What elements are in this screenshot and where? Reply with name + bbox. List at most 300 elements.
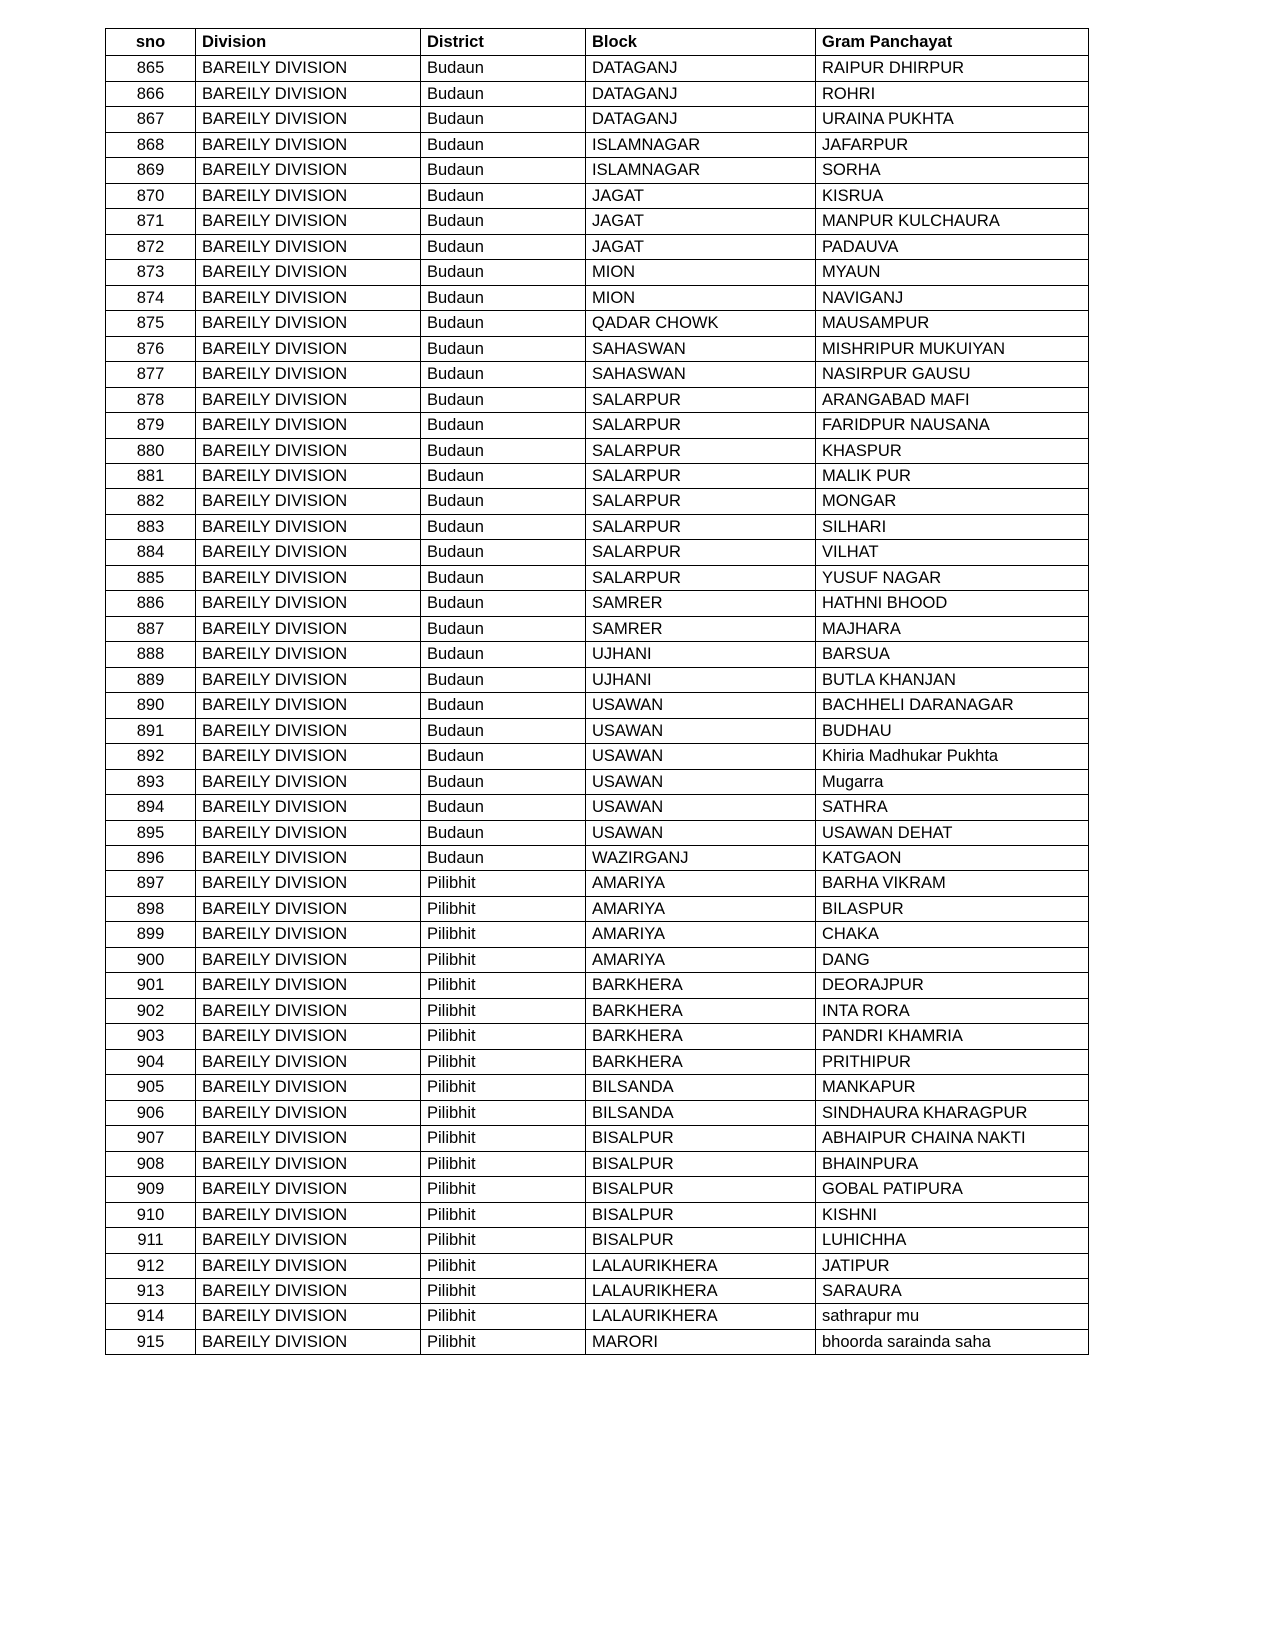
- cell-division: BAREILY DIVISION: [196, 158, 421, 183]
- cell-district: Pilibhit: [421, 947, 586, 972]
- cell-division: BAREILY DIVISION: [196, 438, 421, 463]
- cell-division: BAREILY DIVISION: [196, 1253, 421, 1278]
- cell-district: Budaun: [421, 616, 586, 641]
- cell-block: DATAGANJ: [586, 81, 816, 106]
- table-row: [106, 514, 1089, 539]
- cell-district: Budaun: [421, 56, 586, 81]
- cell-gram_panchayat: KATGAON: [816, 846, 1089, 871]
- cell-block: SAMRER: [586, 591, 816, 616]
- table-row: [106, 158, 1089, 183]
- table-row: [106, 540, 1089, 565]
- column-header-sno: sno: [106, 29, 196, 56]
- cell-division: BAREILY DIVISION: [196, 1126, 421, 1151]
- cell-block: SAHASWAN: [586, 362, 816, 387]
- cell-block: AMARIYA: [586, 947, 816, 972]
- cell-gram_panchayat: BUDHAU: [816, 718, 1089, 743]
- cell-division: BAREILY DIVISION: [196, 1304, 421, 1329]
- cell-sno: 908: [106, 1151, 196, 1176]
- cell-sno: 871: [106, 209, 196, 234]
- cell-division: BAREILY DIVISION: [196, 1202, 421, 1227]
- cell-block: LALAURIKHERA: [586, 1304, 816, 1329]
- cell-block: SALARPUR: [586, 540, 816, 565]
- cell-block: BILSANDA: [586, 1100, 816, 1125]
- cell-sno: 909: [106, 1177, 196, 1202]
- cell-district: Pilibhit: [421, 1228, 586, 1253]
- cell-district: Budaun: [421, 158, 586, 183]
- cell-division: BAREILY DIVISION: [196, 107, 421, 132]
- cell-sno: 867: [106, 107, 196, 132]
- cell-division: BAREILY DIVISION: [196, 132, 421, 157]
- cell-district: Pilibhit: [421, 1024, 586, 1049]
- cell-gram_panchayat: LUHICHHA: [816, 1228, 1089, 1253]
- table-row: [106, 769, 1089, 794]
- table-row: [106, 947, 1089, 972]
- cell-gram_panchayat: BUTLA KHANJAN: [816, 667, 1089, 692]
- cell-sno: 913: [106, 1278, 196, 1303]
- cell-sno: 872: [106, 234, 196, 259]
- cell-gram_panchayat: YUSUF NAGAR: [816, 565, 1089, 590]
- cell-district: Pilibhit: [421, 1278, 586, 1303]
- cell-division: BAREILY DIVISION: [196, 1329, 421, 1354]
- table-row: [106, 1278, 1089, 1303]
- cell-block: JAGAT: [586, 234, 816, 259]
- cell-sno: 893: [106, 769, 196, 794]
- cell-block: MION: [586, 285, 816, 310]
- cell-division: BAREILY DIVISION: [196, 896, 421, 921]
- cell-sno: 873: [106, 260, 196, 285]
- cell-gram_panchayat: URAINA PUKHTA: [816, 107, 1089, 132]
- cell-district: Budaun: [421, 565, 586, 590]
- table-row: [106, 642, 1089, 667]
- cell-district: Pilibhit: [421, 1177, 586, 1202]
- cell-block: BARKHERA: [586, 1049, 816, 1074]
- cell-block: UJHANI: [586, 667, 816, 692]
- gram-panchayat-table: [105, 28, 1089, 1355]
- table-row: [106, 667, 1089, 692]
- cell-district: Pilibhit: [421, 1202, 586, 1227]
- cell-district: Pilibhit: [421, 1151, 586, 1176]
- cell-district: Budaun: [421, 336, 586, 361]
- cell-division: BAREILY DIVISION: [196, 362, 421, 387]
- cell-sno: 886: [106, 591, 196, 616]
- table-row: [106, 922, 1089, 947]
- cell-gram_panchayat: KISRUA: [816, 183, 1089, 208]
- cell-gram_panchayat: VILHAT: [816, 540, 1089, 565]
- cell-sno: 891: [106, 718, 196, 743]
- cell-block: BISALPUR: [586, 1126, 816, 1151]
- cell-division: BAREILY DIVISION: [196, 616, 421, 641]
- cell-gram_panchayat: BHAINPURA: [816, 1151, 1089, 1176]
- cell-district: Pilibhit: [421, 1075, 586, 1100]
- cell-gram_panchayat: MONGAR: [816, 489, 1089, 514]
- cell-sno: 869: [106, 158, 196, 183]
- table-row: [106, 1304, 1089, 1329]
- cell-block: WAZIRGANJ: [586, 846, 816, 871]
- cell-gram_panchayat: sathrapur mu: [816, 1304, 1089, 1329]
- cell-division: BAREILY DIVISION: [196, 489, 421, 514]
- cell-sno: 876: [106, 336, 196, 361]
- column-header-district: District: [421, 29, 586, 56]
- cell-block: USAWAN: [586, 769, 816, 794]
- table-row: [106, 260, 1089, 285]
- cell-sno: 906: [106, 1100, 196, 1125]
- cell-sno: 881: [106, 463, 196, 488]
- cell-division: BAREILY DIVISION: [196, 1278, 421, 1303]
- cell-sno: 879: [106, 413, 196, 438]
- cell-block: LALAURIKHERA: [586, 1253, 816, 1278]
- table-row: [106, 336, 1089, 361]
- cell-district: Budaun: [421, 667, 586, 692]
- cell-division: BAREILY DIVISION: [196, 413, 421, 438]
- cell-district: Pilibhit: [421, 998, 586, 1023]
- cell-gram_panchayat: INTA RORA: [816, 998, 1089, 1023]
- table-row: [106, 616, 1089, 641]
- cell-division: BAREILY DIVISION: [196, 311, 421, 336]
- cell-division: BAREILY DIVISION: [196, 744, 421, 769]
- cell-block: USAWAN: [586, 795, 816, 820]
- cell-district: Budaun: [421, 209, 586, 234]
- table-row: [106, 107, 1089, 132]
- cell-sno: 885: [106, 565, 196, 590]
- cell-gram_panchayat: PADAUVA: [816, 234, 1089, 259]
- table-row: [106, 973, 1089, 998]
- cell-gram_panchayat: KHASPUR: [816, 438, 1089, 463]
- cell-district: Budaun: [421, 795, 586, 820]
- cell-block: BISALPUR: [586, 1228, 816, 1253]
- cell-block: SALARPUR: [586, 413, 816, 438]
- cell-gram_panchayat: BARHA VIKRAM: [816, 871, 1089, 896]
- cell-block: LALAURIKHERA: [586, 1278, 816, 1303]
- cell-sno: 887: [106, 616, 196, 641]
- cell-block: BARKHERA: [586, 998, 816, 1023]
- cell-block: BISALPUR: [586, 1177, 816, 1202]
- table-row: [106, 362, 1089, 387]
- cell-division: BAREILY DIVISION: [196, 947, 421, 972]
- table-row: [106, 591, 1089, 616]
- cell-district: Budaun: [421, 234, 586, 259]
- table-row: [106, 1329, 1089, 1354]
- cell-gram_panchayat: DANG: [816, 947, 1089, 972]
- table-row: [106, 1126, 1089, 1151]
- cell-district: Budaun: [421, 311, 586, 336]
- cell-division: BAREILY DIVISION: [196, 183, 421, 208]
- table-row: [106, 1151, 1089, 1176]
- cell-block: QADAR CHOWK: [586, 311, 816, 336]
- cell-division: BAREILY DIVISION: [196, 387, 421, 412]
- cell-sno: 884: [106, 540, 196, 565]
- cell-block: SALARPUR: [586, 387, 816, 412]
- table-row: [106, 998, 1089, 1023]
- cell-gram_panchayat: FARIDPUR NAUSANA: [816, 413, 1089, 438]
- cell-sno: 874: [106, 285, 196, 310]
- cell-district: Budaun: [421, 438, 586, 463]
- cell-district: Budaun: [421, 591, 586, 616]
- cell-district: Pilibhit: [421, 1100, 586, 1125]
- cell-district: Pilibhit: [421, 896, 586, 921]
- table-row: [106, 56, 1089, 81]
- cell-block: JAGAT: [586, 183, 816, 208]
- table-row: [106, 183, 1089, 208]
- cell-district: Pilibhit: [421, 1329, 586, 1354]
- table-row: [106, 1202, 1089, 1227]
- cell-district: Budaun: [421, 744, 586, 769]
- table-row: [106, 1253, 1089, 1278]
- cell-gram_panchayat: JATIPUR: [816, 1253, 1089, 1278]
- cell-sno: 910: [106, 1202, 196, 1227]
- cell-division: BAREILY DIVISION: [196, 1177, 421, 1202]
- cell-division: BAREILY DIVISION: [196, 1151, 421, 1176]
- cell-sno: 882: [106, 489, 196, 514]
- cell-block: BISALPUR: [586, 1151, 816, 1176]
- table-row: [106, 285, 1089, 310]
- table-row: [106, 693, 1089, 718]
- cell-division: BAREILY DIVISION: [196, 1228, 421, 1253]
- table-row: [106, 234, 1089, 259]
- cell-block: USAWAN: [586, 718, 816, 743]
- cell-division: BAREILY DIVISION: [196, 285, 421, 310]
- cell-division: BAREILY DIVISION: [196, 973, 421, 998]
- cell-division: BAREILY DIVISION: [196, 463, 421, 488]
- cell-district: Pilibhit: [421, 1253, 586, 1278]
- cell-sno: 902: [106, 998, 196, 1023]
- cell-block: USAWAN: [586, 820, 816, 845]
- cell-gram_panchayat: BILASPUR: [816, 896, 1089, 921]
- cell-division: BAREILY DIVISION: [196, 718, 421, 743]
- cell-division: BAREILY DIVISION: [196, 336, 421, 361]
- cell-division: BAREILY DIVISION: [196, 260, 421, 285]
- cell-sno: 912: [106, 1253, 196, 1278]
- cell-block: UJHANI: [586, 642, 816, 667]
- table-header: [106, 29, 1089, 56]
- cell-block: SALARPUR: [586, 514, 816, 539]
- cell-district: Budaun: [421, 514, 586, 539]
- cell-block: SALARPUR: [586, 565, 816, 590]
- table-row: [106, 489, 1089, 514]
- cell-sno: 899: [106, 922, 196, 947]
- cell-gram_panchayat: MYAUN: [816, 260, 1089, 285]
- cell-block: SALARPUR: [586, 463, 816, 488]
- cell-block: SAHASWAN: [586, 336, 816, 361]
- cell-sno: 888: [106, 642, 196, 667]
- cell-division: BAREILY DIVISION: [196, 769, 421, 794]
- cell-gram_panchayat: BARSUA: [816, 642, 1089, 667]
- cell-division: BAREILY DIVISION: [196, 922, 421, 947]
- cell-sno: 894: [106, 795, 196, 820]
- cell-gram_panchayat: BACHHELI DARANAGAR: [816, 693, 1089, 718]
- cell-district: Budaun: [421, 463, 586, 488]
- cell-division: BAREILY DIVISION: [196, 540, 421, 565]
- cell-gram_panchayat: MANPUR KULCHAURA: [816, 209, 1089, 234]
- cell-sno: 900: [106, 947, 196, 972]
- cell-gram_panchayat: MAUSAMPUR: [816, 311, 1089, 336]
- table-row: [106, 81, 1089, 106]
- table-row: [106, 846, 1089, 871]
- cell-gram_panchayat: RAIPUR DHIRPUR: [816, 56, 1089, 81]
- cell-block: AMARIYA: [586, 922, 816, 947]
- cell-gram_panchayat: SARAURA: [816, 1278, 1089, 1303]
- cell-block: BARKHERA: [586, 973, 816, 998]
- cell-sno: 892: [106, 744, 196, 769]
- cell-sno: 878: [106, 387, 196, 412]
- cell-gram_panchayat: HATHNI BHOOD: [816, 591, 1089, 616]
- cell-district: Budaun: [421, 285, 586, 310]
- cell-block: AMARIYA: [586, 896, 816, 921]
- table-row: [106, 744, 1089, 769]
- cell-district: Budaun: [421, 846, 586, 871]
- cell-gram_panchayat: CHAKA: [816, 922, 1089, 947]
- cell-gram_panchayat: PANDRI KHAMRIA: [816, 1024, 1089, 1049]
- table-row: [106, 413, 1089, 438]
- cell-sno: 868: [106, 132, 196, 157]
- cell-sno: 895: [106, 820, 196, 845]
- cell-block: BILSANDA: [586, 1075, 816, 1100]
- cell-block: USAWAN: [586, 744, 816, 769]
- cell-gram_panchayat: KISHNI: [816, 1202, 1089, 1227]
- cell-block: JAGAT: [586, 209, 816, 234]
- cell-block: SALARPUR: [586, 489, 816, 514]
- cell-district: Budaun: [421, 769, 586, 794]
- column-header-division: Division: [196, 29, 421, 56]
- table-header-row: [106, 29, 1089, 56]
- cell-block: BARKHERA: [586, 1024, 816, 1049]
- cell-sno: 907: [106, 1126, 196, 1151]
- cell-division: BAREILY DIVISION: [196, 871, 421, 896]
- cell-block: USAWAN: [586, 693, 816, 718]
- cell-sno: 914: [106, 1304, 196, 1329]
- cell-gram_panchayat: PRITHIPUR: [816, 1049, 1089, 1074]
- cell-district: Budaun: [421, 693, 586, 718]
- cell-sno: 898: [106, 896, 196, 921]
- table-row: [106, 311, 1089, 336]
- cell-division: BAREILY DIVISION: [196, 667, 421, 692]
- cell-block: BISALPUR: [586, 1202, 816, 1227]
- cell-district: Pilibhit: [421, 1126, 586, 1151]
- cell-gram_panchayat: DEORAJPUR: [816, 973, 1089, 998]
- cell-gram_panchayat: NAVIGANJ: [816, 285, 1089, 310]
- cell-gram_panchayat: Khiria Madhukar Pukhta: [816, 744, 1089, 769]
- cell-block: MARORI: [586, 1329, 816, 1354]
- cell-division: BAREILY DIVISION: [196, 81, 421, 106]
- cell-block: ISLAMNAGAR: [586, 132, 816, 157]
- cell-division: BAREILY DIVISION: [196, 234, 421, 259]
- cell-gram_panchayat: Mugarra: [816, 769, 1089, 794]
- cell-district: Pilibhit: [421, 922, 586, 947]
- table-row: [106, 718, 1089, 743]
- cell-division: BAREILY DIVISION: [196, 1049, 421, 1074]
- cell-gram_panchayat: SATHRA: [816, 795, 1089, 820]
- table-row: [106, 387, 1089, 412]
- cell-sno: 870: [106, 183, 196, 208]
- cell-district: Budaun: [421, 642, 586, 667]
- cell-sno: 897: [106, 871, 196, 896]
- cell-sno: 880: [106, 438, 196, 463]
- cell-division: BAREILY DIVISION: [196, 1100, 421, 1125]
- cell-sno: 890: [106, 693, 196, 718]
- table-row: [106, 132, 1089, 157]
- cell-gram_panchayat: USAWAN DEHAT: [816, 820, 1089, 845]
- table-row: [106, 795, 1089, 820]
- cell-gram_panchayat: JAFARPUR: [816, 132, 1089, 157]
- table-row: [106, 1177, 1089, 1202]
- cell-block: DATAGANJ: [586, 56, 816, 81]
- cell-division: BAREILY DIVISION: [196, 846, 421, 871]
- cell-sno: 877: [106, 362, 196, 387]
- cell-block: AMARIYA: [586, 871, 816, 896]
- cell-division: BAREILY DIVISION: [196, 693, 421, 718]
- cell-division: BAREILY DIVISION: [196, 795, 421, 820]
- cell-sno: 905: [106, 1075, 196, 1100]
- gram-panchayat-table-wrapper: [105, 28, 1088, 1355]
- table-row: [106, 896, 1089, 921]
- cell-gram_panchayat: NASIRPUR GAUSU: [816, 362, 1089, 387]
- cell-sno: 866: [106, 81, 196, 106]
- cell-gram_panchayat: MAJHARA: [816, 616, 1089, 641]
- cell-district: Budaun: [421, 387, 586, 412]
- cell-division: BAREILY DIVISION: [196, 1024, 421, 1049]
- table-body: [106, 56, 1089, 1355]
- cell-district: Budaun: [421, 260, 586, 285]
- column-header-gram-panchayat: Gram Panchayat: [816, 29, 1089, 56]
- cell-gram_panchayat: MALIK PUR: [816, 463, 1089, 488]
- cell-block: DATAGANJ: [586, 107, 816, 132]
- cell-division: BAREILY DIVISION: [196, 565, 421, 590]
- cell-sno: 901: [106, 973, 196, 998]
- cell-district: Budaun: [421, 81, 586, 106]
- cell-district: Budaun: [421, 718, 586, 743]
- table-row: [106, 1100, 1089, 1125]
- cell-district: Budaun: [421, 132, 586, 157]
- column-header-block: Block: [586, 29, 816, 56]
- table-row: [106, 1024, 1089, 1049]
- cell-division: BAREILY DIVISION: [196, 820, 421, 845]
- cell-sno: 904: [106, 1049, 196, 1074]
- cell-district: Budaun: [421, 540, 586, 565]
- cell-sno: 889: [106, 667, 196, 692]
- cell-sno: 865: [106, 56, 196, 81]
- cell-sno: 883: [106, 514, 196, 539]
- cell-division: BAREILY DIVISION: [196, 998, 421, 1023]
- cell-block: MION: [586, 260, 816, 285]
- table-row: [106, 565, 1089, 590]
- cell-gram_panchayat: MANKAPUR: [816, 1075, 1089, 1100]
- cell-gram_panchayat: ROHRI: [816, 81, 1089, 106]
- cell-gram_panchayat: ABHAIPUR CHAINA NAKTI: [816, 1126, 1089, 1151]
- table-row: [106, 438, 1089, 463]
- cell-division: BAREILY DIVISION: [196, 642, 421, 667]
- table-row: [106, 209, 1089, 234]
- cell-gram_panchayat: MISHRIPUR MUKUIYAN: [816, 336, 1089, 361]
- table-row: [106, 1228, 1089, 1253]
- cell-block: SALARPUR: [586, 438, 816, 463]
- cell-block: SAMRER: [586, 616, 816, 641]
- cell-district: Pilibhit: [421, 973, 586, 998]
- cell-sno: 911: [106, 1228, 196, 1253]
- cell-gram_panchayat: ARANGABAD MAFI: [816, 387, 1089, 412]
- cell-district: Budaun: [421, 489, 586, 514]
- cell-sno: 875: [106, 311, 196, 336]
- cell-division: BAREILY DIVISION: [196, 591, 421, 616]
- cell-gram_panchayat: GOBAL PATIPURA: [816, 1177, 1089, 1202]
- cell-division: BAREILY DIVISION: [196, 56, 421, 81]
- cell-gram_panchayat: SILHARI: [816, 514, 1089, 539]
- cell-district: Budaun: [421, 107, 586, 132]
- table-row: [106, 871, 1089, 896]
- table-row: [106, 1049, 1089, 1074]
- cell-gram_panchayat: bhoorda sarainda saha: [816, 1329, 1089, 1354]
- cell-district: Budaun: [421, 183, 586, 208]
- cell-division: BAREILY DIVISION: [196, 514, 421, 539]
- cell-sno: 896: [106, 846, 196, 871]
